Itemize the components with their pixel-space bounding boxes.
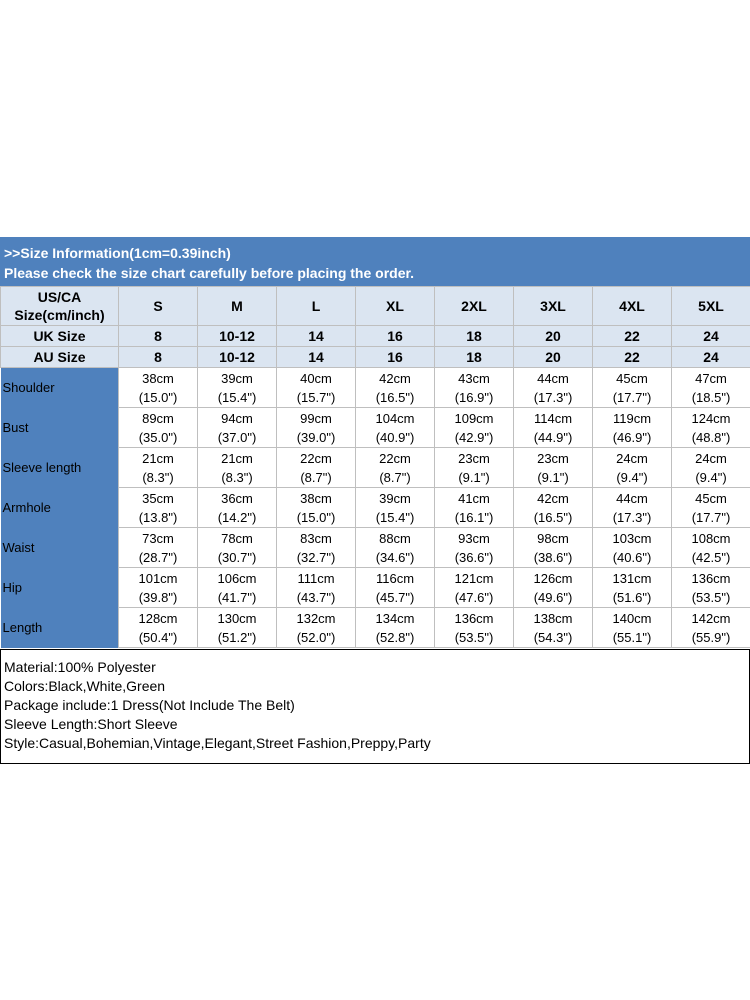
au-size-cell: 22 [593, 347, 672, 368]
au-size-cell: 14 [277, 347, 356, 368]
measurement-cell [119, 408, 198, 448]
us-size-label-line1: US/CA [37, 289, 82, 305]
note-package: Package include:1 Dress(Not Include The Belt) [4, 697, 295, 713]
measurement-cell [593, 488, 672, 528]
measurement-inch: (53.5") [454, 629, 494, 645]
measurement-inch: (36.6") [454, 549, 494, 565]
measurement-cell [119, 488, 198, 528]
measurement-cell [277, 488, 356, 528]
measurement-cm: 22cm [300, 450, 332, 466]
size-header-cell: 5XL [672, 287, 750, 326]
measurement-cm: 111cm [297, 570, 335, 586]
measurement-row [1, 448, 750, 488]
measurement-cm: 23cm [458, 450, 490, 466]
uk-size-cell: 8 [119, 326, 198, 347]
measurement-inch: (47.6") [454, 589, 494, 605]
measurement-inch: (18.5") [691, 389, 731, 405]
measurement-inch: (42.5") [691, 549, 731, 565]
measurement-cm: 73cm [142, 530, 174, 546]
us-size-label [1, 287, 119, 326]
measurement-cell [514, 528, 593, 568]
measurement-row [1, 608, 750, 648]
measurement-cm: 136cm [691, 570, 731, 586]
measurement-cm: 36cm [221, 490, 253, 506]
measurement-cell [356, 568, 435, 608]
measurement-inch: (9.1") [537, 469, 569, 485]
measurement-cell [198, 608, 277, 648]
uk-size-label: UK Size [1, 326, 119, 347]
measurement-inch: (16.1") [454, 509, 494, 525]
measurement-cm: 43cm [458, 370, 490, 386]
measurement-cell [672, 568, 750, 608]
measurement-inch: (49.6") [533, 589, 573, 605]
measurement-cell [198, 568, 277, 608]
au-size-cell: 16 [356, 347, 435, 368]
measurement-cm: 126cm [533, 570, 573, 586]
measurement-label: Armhole [1, 488, 119, 528]
measurement-cm: 40cm [300, 370, 332, 386]
measurement-cell [672, 528, 750, 568]
measurement-cm: 108cm [691, 530, 731, 546]
measurement-cm: 24cm [616, 450, 648, 466]
size-header-cell: 2XL [435, 287, 514, 326]
measurement-inch: (8.3") [221, 469, 253, 485]
measurement-cm: 42cm [537, 490, 569, 506]
measurement-cm: 109cm [454, 410, 494, 426]
measurement-cell [672, 408, 750, 448]
measurement-inch: (16.9") [454, 389, 494, 405]
measurement-inch: (15.4") [375, 509, 415, 525]
size-chart [0, 237, 750, 648]
measurement-cm: 142cm [691, 610, 731, 626]
measurement-inch: (9.1") [458, 469, 490, 485]
measurement-cm: 78cm [221, 530, 253, 546]
measurement-inch: (16.5") [533, 509, 573, 525]
measurement-cell [356, 368, 435, 408]
measurement-inch: (55.9") [691, 629, 731, 645]
measurement-cm: 131cm [612, 570, 652, 586]
measurement-cell [356, 448, 435, 488]
uk-size-cell: 18 [435, 326, 514, 347]
measurement-cm: 98cm [537, 530, 569, 546]
measurement-cm: 124cm [691, 410, 731, 426]
measurement-cell [435, 368, 514, 408]
measurement-cm: 22cm [379, 450, 411, 466]
measurement-cm: 99cm [300, 410, 332, 426]
measurement-label: Bust [1, 408, 119, 448]
uk-size-cell: 14 [277, 326, 356, 347]
measurement-inch: (28.7") [138, 549, 178, 565]
measurement-cell [593, 368, 672, 408]
measurement-inch: (14.2") [217, 509, 257, 525]
measurement-inch: (30.7") [217, 549, 257, 565]
measurement-cell [435, 528, 514, 568]
measurement-inch: (15.7") [296, 389, 336, 405]
measurement-cell [356, 488, 435, 528]
measurement-inch: (42.9") [454, 429, 494, 445]
measurement-cm: 130cm [217, 610, 257, 626]
measurement-cell [435, 488, 514, 528]
measurement-cm: 45cm [616, 370, 648, 386]
uk-size-cell: 16 [356, 326, 435, 347]
au-size-cell: 18 [435, 347, 514, 368]
uk-size-cell: 20 [514, 326, 593, 347]
measurement-cm: 38cm [142, 370, 174, 386]
measurement-cm: 24cm [695, 450, 727, 466]
measurement-inch: (9.4") [616, 469, 648, 485]
measurement-label: Hip [1, 568, 119, 608]
measurement-inch: (54.3") [533, 629, 573, 645]
measurement-cell [119, 368, 198, 408]
note-material: Material:100% Polyester [4, 659, 156, 675]
measurement-row [1, 408, 750, 448]
measurement-cell [198, 528, 277, 568]
measurement-cell [277, 608, 356, 648]
measurement-cell [119, 608, 198, 648]
measurement-cell [672, 488, 750, 528]
measurement-inch: (53.5") [691, 589, 731, 605]
measurement-label: Length [1, 608, 119, 648]
measurement-inch: (40.9") [375, 429, 415, 445]
au-size-cell: 10-12 [198, 347, 277, 368]
measurement-label: Shoulder [1, 368, 119, 408]
measurement-cm: 106cm [217, 570, 257, 586]
measurement-cell [435, 408, 514, 448]
measurement-cell [119, 568, 198, 608]
measurement-inch: (34.6") [375, 549, 415, 565]
measurement-cm: 134cm [375, 610, 415, 626]
measurement-cell [277, 568, 356, 608]
banner-instruction: Please check the size chart carefully before placing the order. [4, 265, 415, 281]
measurement-cell [672, 608, 750, 648]
measurement-inch: (35.0") [138, 429, 178, 445]
au-size-cell: 24 [672, 347, 750, 368]
measurement-cell [514, 408, 593, 448]
size-header-cell: 4XL [593, 287, 672, 326]
measurement-cell [277, 448, 356, 488]
au-size-cell: 20 [514, 347, 593, 368]
measurement-cm: 116cm [375, 570, 415, 586]
measurement-cm: 101cm [138, 570, 178, 586]
size-table [0, 286, 750, 648]
au-size-cell: 8 [119, 347, 198, 368]
measurement-inch: (9.4") [695, 469, 727, 485]
measurement-cell [514, 608, 593, 648]
measurement-inch: (52.8") [375, 629, 415, 645]
note-style: Style:Casual,Bohemian,Vintage,Elegant,Street Fashion,Preppy,Party [4, 735, 431, 751]
measurement-cm: 41cm [458, 490, 490, 506]
measurement-row [1, 568, 750, 608]
measurement-cm: 21cm [142, 450, 174, 466]
measurement-cell [593, 408, 672, 448]
measurement-row [1, 528, 750, 568]
measurement-inch: (17.3") [533, 389, 573, 405]
measurement-cm: 45cm [695, 490, 727, 506]
size-header-cell: 3XL [514, 287, 593, 326]
measurement-inch: (37.0") [217, 429, 257, 445]
measurement-cm: 114cm [533, 410, 573, 426]
measurement-cm: 35cm [142, 490, 174, 506]
measurement-cell [119, 528, 198, 568]
measurement-inch: (15.0") [296, 509, 336, 525]
measurement-inch: (32.7") [296, 549, 336, 565]
measurement-inch: (50.4") [138, 629, 178, 645]
measurement-cm: 119cm [612, 410, 652, 426]
measurement-label: Sleeve length [1, 448, 119, 488]
measurement-cm: 132cm [296, 610, 336, 626]
measurement-cm: 128cm [138, 610, 178, 626]
measurement-cm: 39cm [379, 490, 411, 506]
product-notes [0, 649, 750, 764]
measurement-inch: (41.7") [217, 589, 257, 605]
measurement-cm: 44cm [537, 370, 569, 386]
size-header-cell: M [198, 287, 277, 326]
measurement-cell [435, 608, 514, 648]
measurement-cm: 83cm [300, 530, 332, 546]
measurement-cm: 140cm [612, 610, 652, 626]
measurement-cell [198, 448, 277, 488]
measurement-inch: (51.2") [217, 629, 257, 645]
measurement-inch: (45.7") [375, 589, 415, 605]
measurement-cell [119, 448, 198, 488]
measurement-cm: 138cm [533, 610, 573, 626]
measurement-inch: (8.3") [142, 469, 174, 485]
measurement-inch: (39.8") [138, 589, 178, 605]
measurement-cell [593, 448, 672, 488]
measurement-cm: 103cm [612, 530, 652, 546]
us-size-label-line2: Size(cm/inch) [14, 307, 105, 323]
measurement-cm: 23cm [537, 450, 569, 466]
measurement-cell [593, 528, 672, 568]
banner-title: >>Size Information(1cm=0.39inch) [4, 245, 231, 261]
measurement-cell [277, 408, 356, 448]
measurement-inch: (48.8") [691, 429, 731, 445]
measurement-cell [672, 368, 750, 408]
size-header-cell: L [277, 287, 356, 326]
measurement-inch: (15.4") [217, 389, 257, 405]
uk-size-row [1, 326, 750, 347]
measurement-inch: (51.6") [612, 589, 652, 605]
measurement-cell [514, 448, 593, 488]
measurement-cell [672, 448, 750, 488]
uk-size-cell: 10-12 [198, 326, 277, 347]
size-info-banner [0, 237, 750, 286]
measurement-cm: 42cm [379, 370, 411, 386]
measurement-cell [593, 568, 672, 608]
measurement-inch: (40.6") [612, 549, 652, 565]
measurement-cm: 39cm [221, 370, 253, 386]
measurement-cm: 104cm [375, 410, 415, 426]
measurement-cm: 38cm [300, 490, 332, 506]
measurement-cell [435, 568, 514, 608]
measurement-inch: (55.1") [612, 629, 652, 645]
measurement-label: Waist [1, 528, 119, 568]
measurement-inch: (8.7") [379, 469, 411, 485]
note-colors: Colors:Black,White,Green [4, 678, 166, 694]
measurement-inch: (39.0") [296, 429, 336, 445]
measurement-cell [514, 368, 593, 408]
au-size-row [1, 347, 750, 368]
measurement-inch: (46.9") [612, 429, 652, 445]
measurement-inch: (17.7") [612, 389, 652, 405]
measurement-cell [593, 608, 672, 648]
measurement-cell [356, 408, 435, 448]
uk-size-cell: 24 [672, 326, 750, 347]
measurement-inch: (13.8") [138, 509, 178, 525]
measurement-cm: 47cm [695, 370, 727, 386]
us-size-row [1, 287, 750, 326]
measurement-cm: 44cm [616, 490, 648, 506]
au-size-label: AU Size [1, 347, 119, 368]
measurement-inch: (17.3") [612, 509, 652, 525]
measurement-cm: 89cm [142, 410, 174, 426]
measurement-cell [356, 528, 435, 568]
measurement-cm: 136cm [454, 610, 494, 626]
measurement-inch: (43.7") [296, 589, 336, 605]
measurement-cell [514, 568, 593, 608]
measurement-cell [198, 408, 277, 448]
note-sleeve-length: Sleeve Length:Short Sleeve [4, 716, 178, 732]
measurement-cell [277, 528, 356, 568]
measurement-cell [198, 488, 277, 528]
measurement-cell [356, 608, 435, 648]
measurement-cell [435, 448, 514, 488]
measurement-cm: 21cm [221, 450, 253, 466]
size-header-cell: S [119, 287, 198, 326]
measurement-inch: (8.7") [300, 469, 332, 485]
measurement-row [1, 488, 750, 528]
measurement-cell [198, 368, 277, 408]
measurement-inch: (16.5") [375, 389, 415, 405]
measurement-inch: (17.7") [691, 509, 731, 525]
measurement-cm: 88cm [379, 530, 411, 546]
measurement-cm: 94cm [221, 410, 253, 426]
measurement-row [1, 368, 750, 408]
measurement-inch: (38.6") [533, 549, 573, 565]
uk-size-cell: 22 [593, 326, 672, 347]
measurement-cm: 93cm [458, 530, 490, 546]
measurement-inch: (44.9") [533, 429, 573, 445]
measurement-inch: (15.0") [138, 389, 178, 405]
measurement-cm: 121cm [454, 570, 494, 586]
size-header-cell: XL [356, 287, 435, 326]
measurement-cell [277, 368, 356, 408]
measurement-inch: (52.0") [296, 629, 336, 645]
measurement-cell [514, 488, 593, 528]
